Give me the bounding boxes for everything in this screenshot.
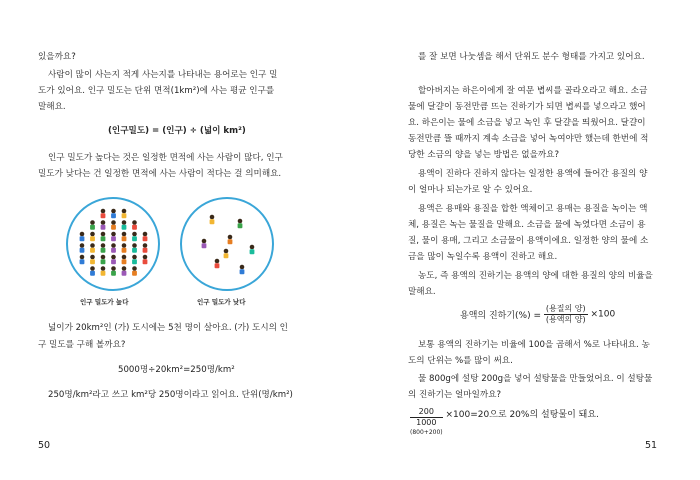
person-icon	[250, 245, 255, 250]
person-icon	[101, 271, 106, 276]
calc-fraction	[410, 407, 443, 438]
text-line: 농도, 즉 용액의 진하기는 용액의 양에 대한 용질의 양의 비율을	[418, 271, 653, 281]
person-icon	[80, 248, 85, 253]
text-line: 질, 물이 용매, 그리고 소금물이 용액이에요. 일정한 양의 물에 소	[408, 236, 649, 246]
person-icon	[238, 219, 243, 224]
text-line: 이 얼마나 되는가로 알 수 있어요.	[408, 185, 533, 195]
person-icon	[90, 243, 95, 248]
crowd-icons-high	[68, 199, 158, 289]
text-line: 당한 소금의 양을 넣는 방법은 없을까요?	[408, 150, 560, 160]
text-line: 용액이 진하다 진하지 않다는 일정한 용액에 들어간 용질의 양	[418, 169, 648, 179]
text-line: 보통 용액의 진하기는 비율에 100을 곱해서 %로 나타내요. 농	[418, 340, 650, 350]
text-line: 요. 하은이는 물에 소금을 넣고 녹인 후 달걀을 띄웠어요. 달걀이	[408, 118, 646, 128]
person-icon	[132, 255, 137, 260]
person-icon	[143, 232, 148, 237]
text-line: 동전만큼 뜰 때까지 계속 소금을 넣어 녹여야만 했는데 한번에 적	[408, 134, 649, 144]
page-number: 50	[38, 440, 51, 451]
person-icon	[240, 269, 245, 274]
person-icon	[80, 243, 85, 248]
person-icon	[210, 215, 215, 220]
person-icon	[224, 249, 229, 254]
person-icon	[111, 243, 116, 248]
formula-lhs: 용액의 진하기(%) =	[460, 311, 542, 321]
person-icon	[122, 266, 127, 271]
person-icon	[215, 259, 220, 264]
person-icon	[143, 255, 148, 260]
formula-fraction	[544, 304, 588, 325]
person-icon	[132, 225, 137, 230]
person-icon	[224, 253, 229, 258]
person-icon	[122, 259, 127, 264]
text-line: 도가 있어요. 인구 밀도는 단위 면적(1km²)에 사는 평균 인구를	[38, 86, 275, 96]
person-icon	[210, 219, 215, 224]
person-icon	[132, 243, 137, 248]
person-icon	[132, 259, 137, 264]
person-icon	[90, 248, 95, 253]
caption-low-density: 인구 밀도가 낮다	[197, 298, 246, 306]
person-icon	[143, 259, 148, 264]
person-icon	[101, 220, 106, 225]
right-page	[350, 0, 700, 480]
text-line: 250명/km²라고 쓰고 km²당 250명이라고 읽어요. 단위(명/km²)	[48, 390, 293, 400]
person-icon	[122, 209, 127, 214]
person-icon	[111, 209, 116, 214]
person-icon	[101, 213, 106, 218]
person-icon	[228, 239, 233, 244]
text-line: 구 밀도를 구해 볼까요?	[38, 340, 126, 350]
person-icon	[80, 236, 85, 241]
person-icon	[122, 225, 127, 230]
person-icon	[80, 259, 85, 264]
person-icon	[250, 249, 255, 254]
person-icon	[122, 236, 127, 241]
person-icon	[90, 266, 95, 271]
page-number: 51	[645, 440, 658, 451]
person-icon	[90, 236, 95, 241]
person-icon	[101, 266, 106, 271]
person-icon	[132, 271, 137, 276]
text-line: 사람이 많이 사는지 적게 사는지를 나타내는 용어로는 인구 밀	[48, 70, 278, 80]
person-icon	[90, 271, 95, 276]
person-icon	[90, 220, 95, 225]
formula-rhs: ×100	[590, 309, 616, 320]
sugar-calc	[410, 407, 599, 438]
person-icon	[111, 271, 116, 276]
person-icon	[122, 232, 127, 237]
calc-rest: ×100=20으로 20%의 설탕물이 돼요.	[445, 410, 599, 420]
person-icon	[240, 265, 245, 270]
person-icon	[238, 223, 243, 228]
person-icon	[101, 209, 106, 214]
person-icon	[132, 248, 137, 253]
person-icon	[202, 239, 207, 244]
text-line: 인구 밀도가 높다는 것은 일정한 면적에 사는 사람이 많다, 인구	[48, 153, 283, 163]
person-icon	[122, 248, 127, 253]
person-icon	[143, 236, 148, 241]
person-icon	[122, 243, 127, 248]
person-icon	[90, 259, 95, 264]
person-icon	[215, 263, 220, 268]
person-icon	[101, 248, 106, 253]
person-icon	[132, 232, 137, 237]
person-icon	[111, 259, 116, 264]
person-icon	[132, 236, 137, 241]
person-icon	[122, 220, 127, 225]
person-icon	[101, 243, 106, 248]
formula-denominator: (용액의 양)	[545, 315, 586, 324]
text-line: 용액은 용매와 용질을 합한 액체이고 용매는 용질을 녹이는 액	[418, 204, 648, 214]
density-formula: (인구밀도) = (인구) ÷ (넓이 km²)	[108, 126, 246, 136]
calc-note: (800+200)	[410, 429, 443, 436]
person-icon	[101, 255, 106, 260]
high-density-circle	[66, 197, 160, 291]
person-icon	[132, 266, 137, 271]
person-icon	[202, 243, 207, 248]
person-icon	[90, 225, 95, 230]
text-line: 넓이가 20km²인 (가) 도시에는 5천 명이 살아요. (가) 도시의 인	[48, 323, 288, 333]
person-icon	[101, 236, 106, 241]
text-line: 있을까요?	[38, 52, 76, 62]
person-icon	[111, 236, 116, 241]
person-icon	[101, 225, 106, 230]
text-line: 를 잘 보면 나눗셈을 해서 단위도 분수 형태를 가지고 있어요.	[418, 52, 645, 62]
formula-numerator: (용질의 양)	[545, 304, 586, 313]
person-icon	[111, 220, 116, 225]
text-line: 물에 달걀이 동전만큼 뜨는 진하기가 되면 볍씨를 넣으라고 했어	[408, 102, 646, 112]
text-line: 의 진하기는 얼마일까요?	[408, 390, 502, 400]
person-icon	[122, 255, 127, 260]
person-icon	[80, 232, 85, 237]
person-icon	[111, 266, 116, 271]
person-icon	[111, 225, 116, 230]
person-icon	[122, 213, 127, 218]
person-icon	[80, 255, 85, 260]
person-icon	[143, 248, 148, 253]
calc-numerator: 200	[410, 407, 443, 418]
person-icon	[143, 243, 148, 248]
text-line: 체, 용질은 녹는 물질을 말해요. 소금을 물에 녹였다면 소금이 용	[408, 220, 646, 230]
concentration-formula	[460, 304, 615, 325]
person-icon	[111, 255, 116, 260]
text-line: 말해요.	[408, 287, 436, 297]
person-icon	[101, 232, 106, 237]
person-icon	[90, 255, 95, 260]
person-icon	[101, 259, 106, 264]
text-line: 도의 단위는 %를 많이 써요.	[408, 356, 513, 366]
low-density-circle	[180, 197, 274, 291]
caption-high-density: 인구 밀도가 높다	[80, 298, 129, 306]
text-line: 밀도가 낮다는 건 일정한 면적에 사는 사람이 적다는 걸 의미해요.	[38, 169, 282, 179]
person-icon	[111, 232, 116, 237]
text-line: 금을 많이 녹일수록 용액이 진하고 해요.	[408, 252, 558, 262]
calc-line: 5000명÷20km²=250명/km²	[118, 365, 235, 375]
person-icon	[132, 220, 137, 225]
calc-denominator: 1000	[416, 418, 437, 427]
text-line: 물 800g에 설탕 200g을 넣어 설탕물을 만들었어요. 이 설탕물	[418, 374, 653, 384]
person-icon	[228, 235, 233, 240]
person-icon	[122, 271, 127, 276]
text-line: 할아버지는 하은이에게 잘 여문 볍씨를 골라오라고 해요. 소금	[418, 86, 648, 96]
person-icon	[111, 248, 116, 253]
text-line: 말해요.	[38, 102, 66, 112]
person-icon	[111, 213, 116, 218]
crowd-icons-low	[182, 199, 272, 289]
person-icon	[90, 232, 95, 237]
